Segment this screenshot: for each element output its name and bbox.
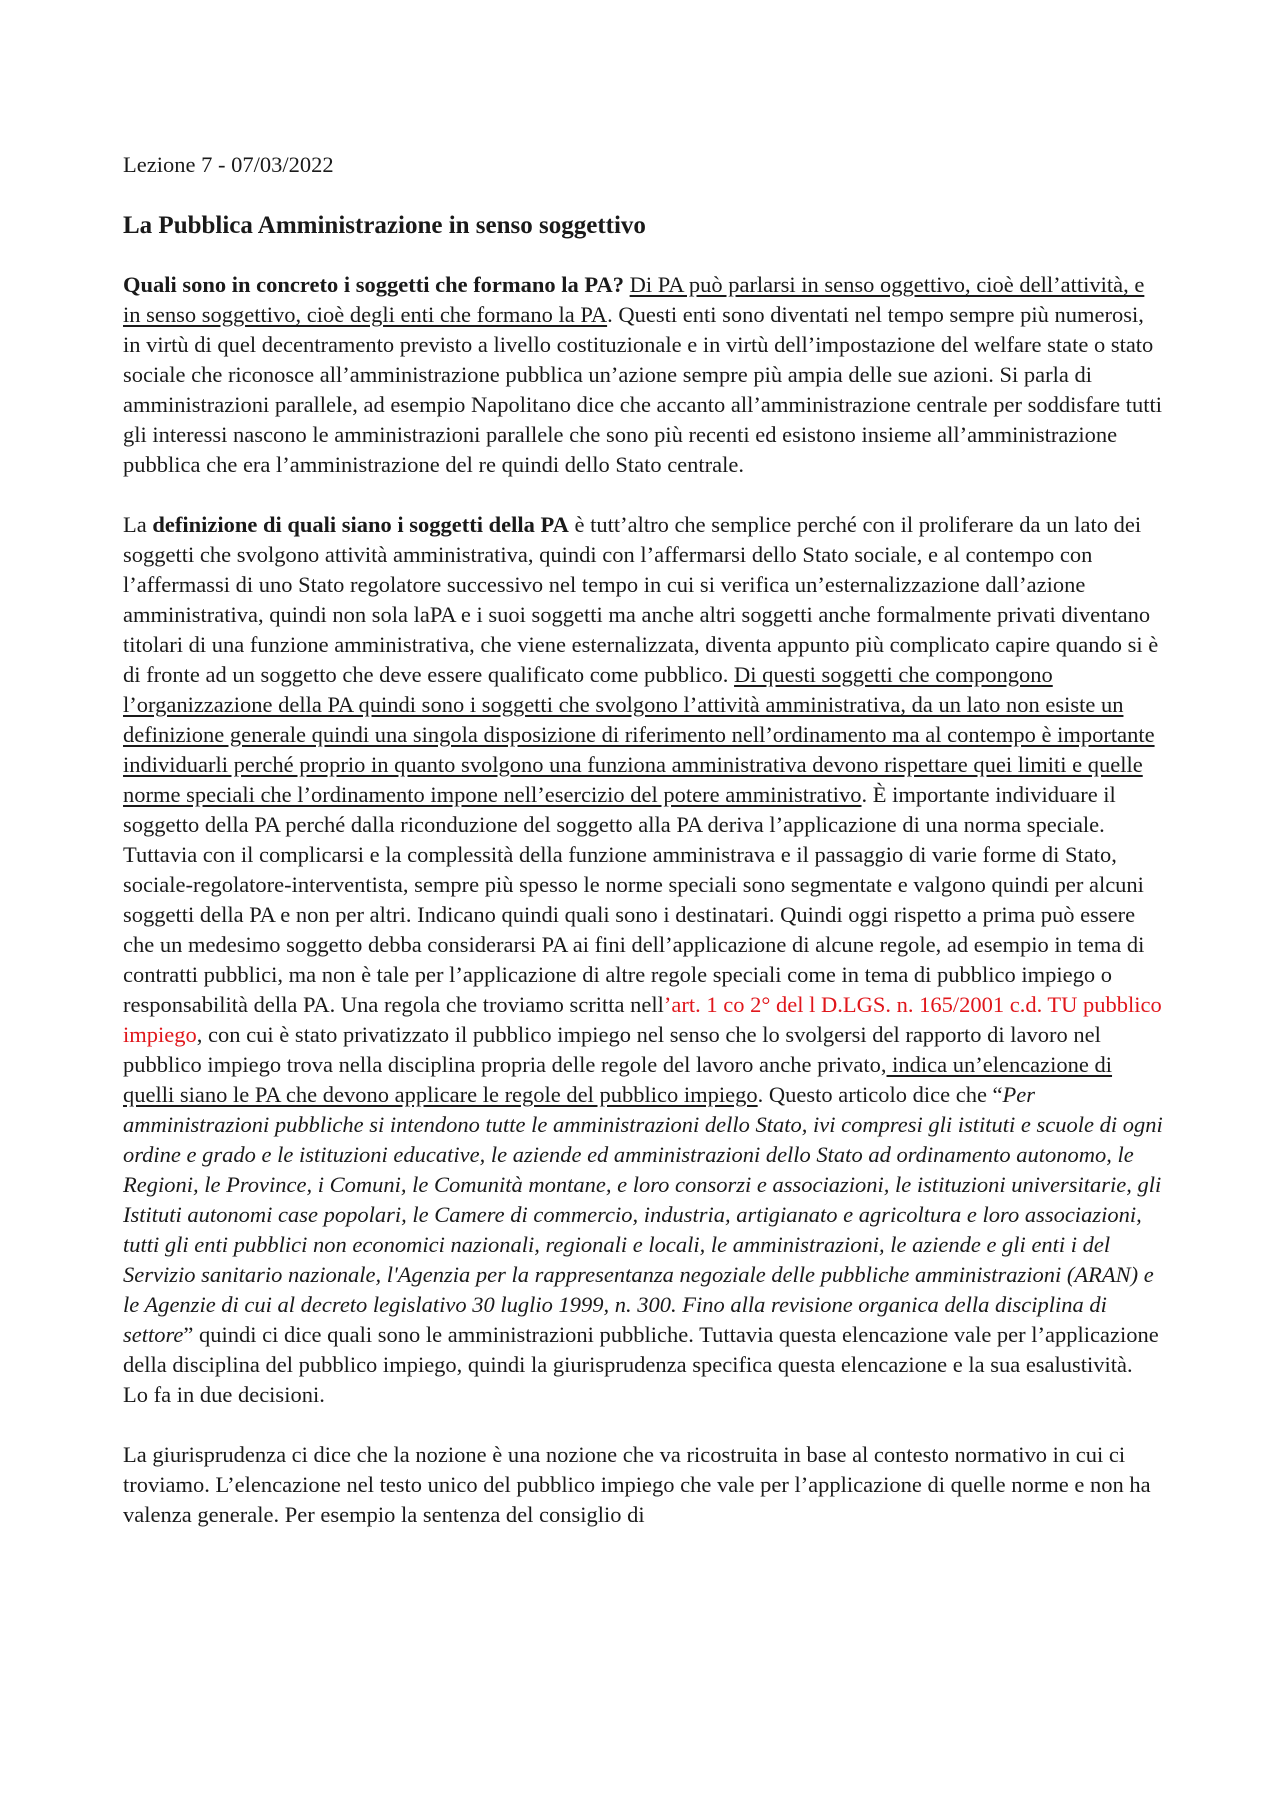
underlined-definition: Di PA può parlarsi in senso oggettivo, cioè dell’attività, e in senso soggettivo, cioè degli enti che formano la PA bbox=[123, 272, 1145, 327]
text-span: La bbox=[123, 512, 153, 537]
text-span: . È importante individuare il soggetto della PA perché dalla riconduzione del soggetto alla PA deriva l’applicazione di una norma speciale. Tuttavia con il complicarsi e la complessità della funzione amministrava e il passaggio di varie forme di Stato, sociale-regolatore-interventista, sempre più spesso le norme speciali sono segmentate e valgono quindi per alcuni soggetti della PA e non per altri. Indicano quindi quali sono i destinatari. Quindi oggi rispetto a prima può essere che un medesimo soggetto debba considerarsi PA ai fini dell’applicazione di alcune regole, ad esempio in tema di contratti pubblici, ma non è tale per l’applicazione di altre regole speciali come in tema di pubblico impiego o responsabilità della PA. Una regola che troviamo scritta nell bbox=[123, 782, 1145, 1017]
text-span: . Questo articolo dice che “ bbox=[757, 1082, 1003, 1107]
paragraph-2 bbox=[123, 510, 1163, 1410]
law-quote: Per amministrazioni pubbliche si intendono tutte le amministrazioni dello Stato, ivi compresi gli istituti e scuole di ogni ordine e grado e le istituzioni educative, le aziende ed amministrazioni dello Stato ad ordinamento autonomo, le Regioni, le Province, i Comuni, le Comunità montane, e loro consorzi e associazioni, le istituzioni universitarie, gli Istituti autonomi case popolari, le Camere di commercio, industria, artigianato e agricoltura e loro associazioni, tutti gli enti pubblici non economici nazionali, regionali e locali, le amministrazioni, le aziende e gli enti i del Servizio sanitario nazionale, l'Agenzia per la rappresentanza negoziale delle pubbliche amministrazioni (ARAN) e le Agenzie di cui al decreto legislativo 30 luglio 1999, n. 300. Fino alla revisione organica della disciplina di settore bbox=[123, 1082, 1163, 1347]
bold-definition: definizione di quali siano i soggetti della PA bbox=[152, 512, 569, 537]
question-heading: Quali sono in concreto i soggetti che formano la PA? bbox=[123, 272, 624, 297]
law-reference: ’art. 1 co 2° del l D.LGS. n. 165/2001 c.d. TU pubblico impiego bbox=[123, 992, 1162, 1047]
text-span: , con cui è stato privatizzato il pubblico impiego nel senso che lo svolgersi del rapporto di lavoro nel pubblico impiego trova nella disciplina propria delle regole del lavoro anche privato, bbox=[123, 1022, 1101, 1077]
text-span: è tutt’altro che semplice perché con il proliferare da un lato dei soggetti che svolgono attività amministrativa, quindi con l’affermarsi dello Stato sociale, e al contempo con l’affermassi di uno Stato regolatore successivo nel tempo in cui si verifica un’esternalizzazione dall’azione amministrativa, quindi non sola laPA e i suoi soggetti ma anche altri soggetti anche formalmente privati diventano titolari di una funzione amministrativa, che viene esternalizzata, diventa appunto più complicato capire quando si è di fronte ad un soggetto che deve essere qualificato come pubblico. bbox=[123, 512, 1159, 687]
paragraph-1-text: . Questi enti sono diventati nel tempo sempre più numerosi, in virtù di quel decentramento previsto a livello costituzionale e in virtù dell’impostazione del welfare state o stato sociale che riconosce all’amministrazione pubblica un’azione sempre più ampia delle sue azioni. Si parla di amministrazioni parallele, ad esempio Napolitano dice che accanto all’amministrazione centrale per soddisfare tutti gli interessi nascono le amministrazioni parallele che sono più recenti ed esistono insieme all’amministrazione pubblica che era l’amministrazione del re quindi dello Stato centrale. bbox=[123, 302, 1162, 477]
document-page bbox=[123, 150, 1163, 1560]
page-title: La Pubblica Amministrazione in senso soggettivo bbox=[123, 212, 646, 239]
underlined-passage: Di questi soggetti che compongono l’organizzazione della PA quindi sono i soggetti che svolgono l’attività amministrativa, da un lato non esiste un definizione generale quindi una singola disposizione di riferimento nell’ordinamento ma al contempo è importante individuarli perché proprio in quanto svolgono una funziona amministrativa devono rispettare quei limiti e quelle norme speciali che l’ordinamento impone nell’esercizio del potere amministrativo bbox=[123, 662, 1155, 807]
paragraph-3: La giurisprudenza ci dice che la nozione è una nozione che va ricostruita in base al contesto normativo in cui ci troviamo. L’elencazione nel testo unico del pubblico impiego che vale per l’applicazione di quelle norme e non ha valenza generale. Per esempio la sentenza del consiglio di bbox=[123, 1442, 1151, 1527]
text-span: ” quindi ci dice quali sono le amministrazioni pubbliche. Tuttavia questa elencazione vale per l’applicazione della disciplina del pubblico impiego, quindi la giurisprudenza specifica questa elencazione e la sua esalustività. Lo fa in due decisioni. bbox=[123, 1322, 1159, 1407]
underlined-list-note: indica un’elencazione di quelli siano le PA che devono applicare le regole del pubblico impiego bbox=[123, 1052, 1113, 1107]
lesson-date: Lezione 7 - 07/03/2022 bbox=[123, 152, 334, 177]
paragraph-1 bbox=[123, 270, 1163, 480]
